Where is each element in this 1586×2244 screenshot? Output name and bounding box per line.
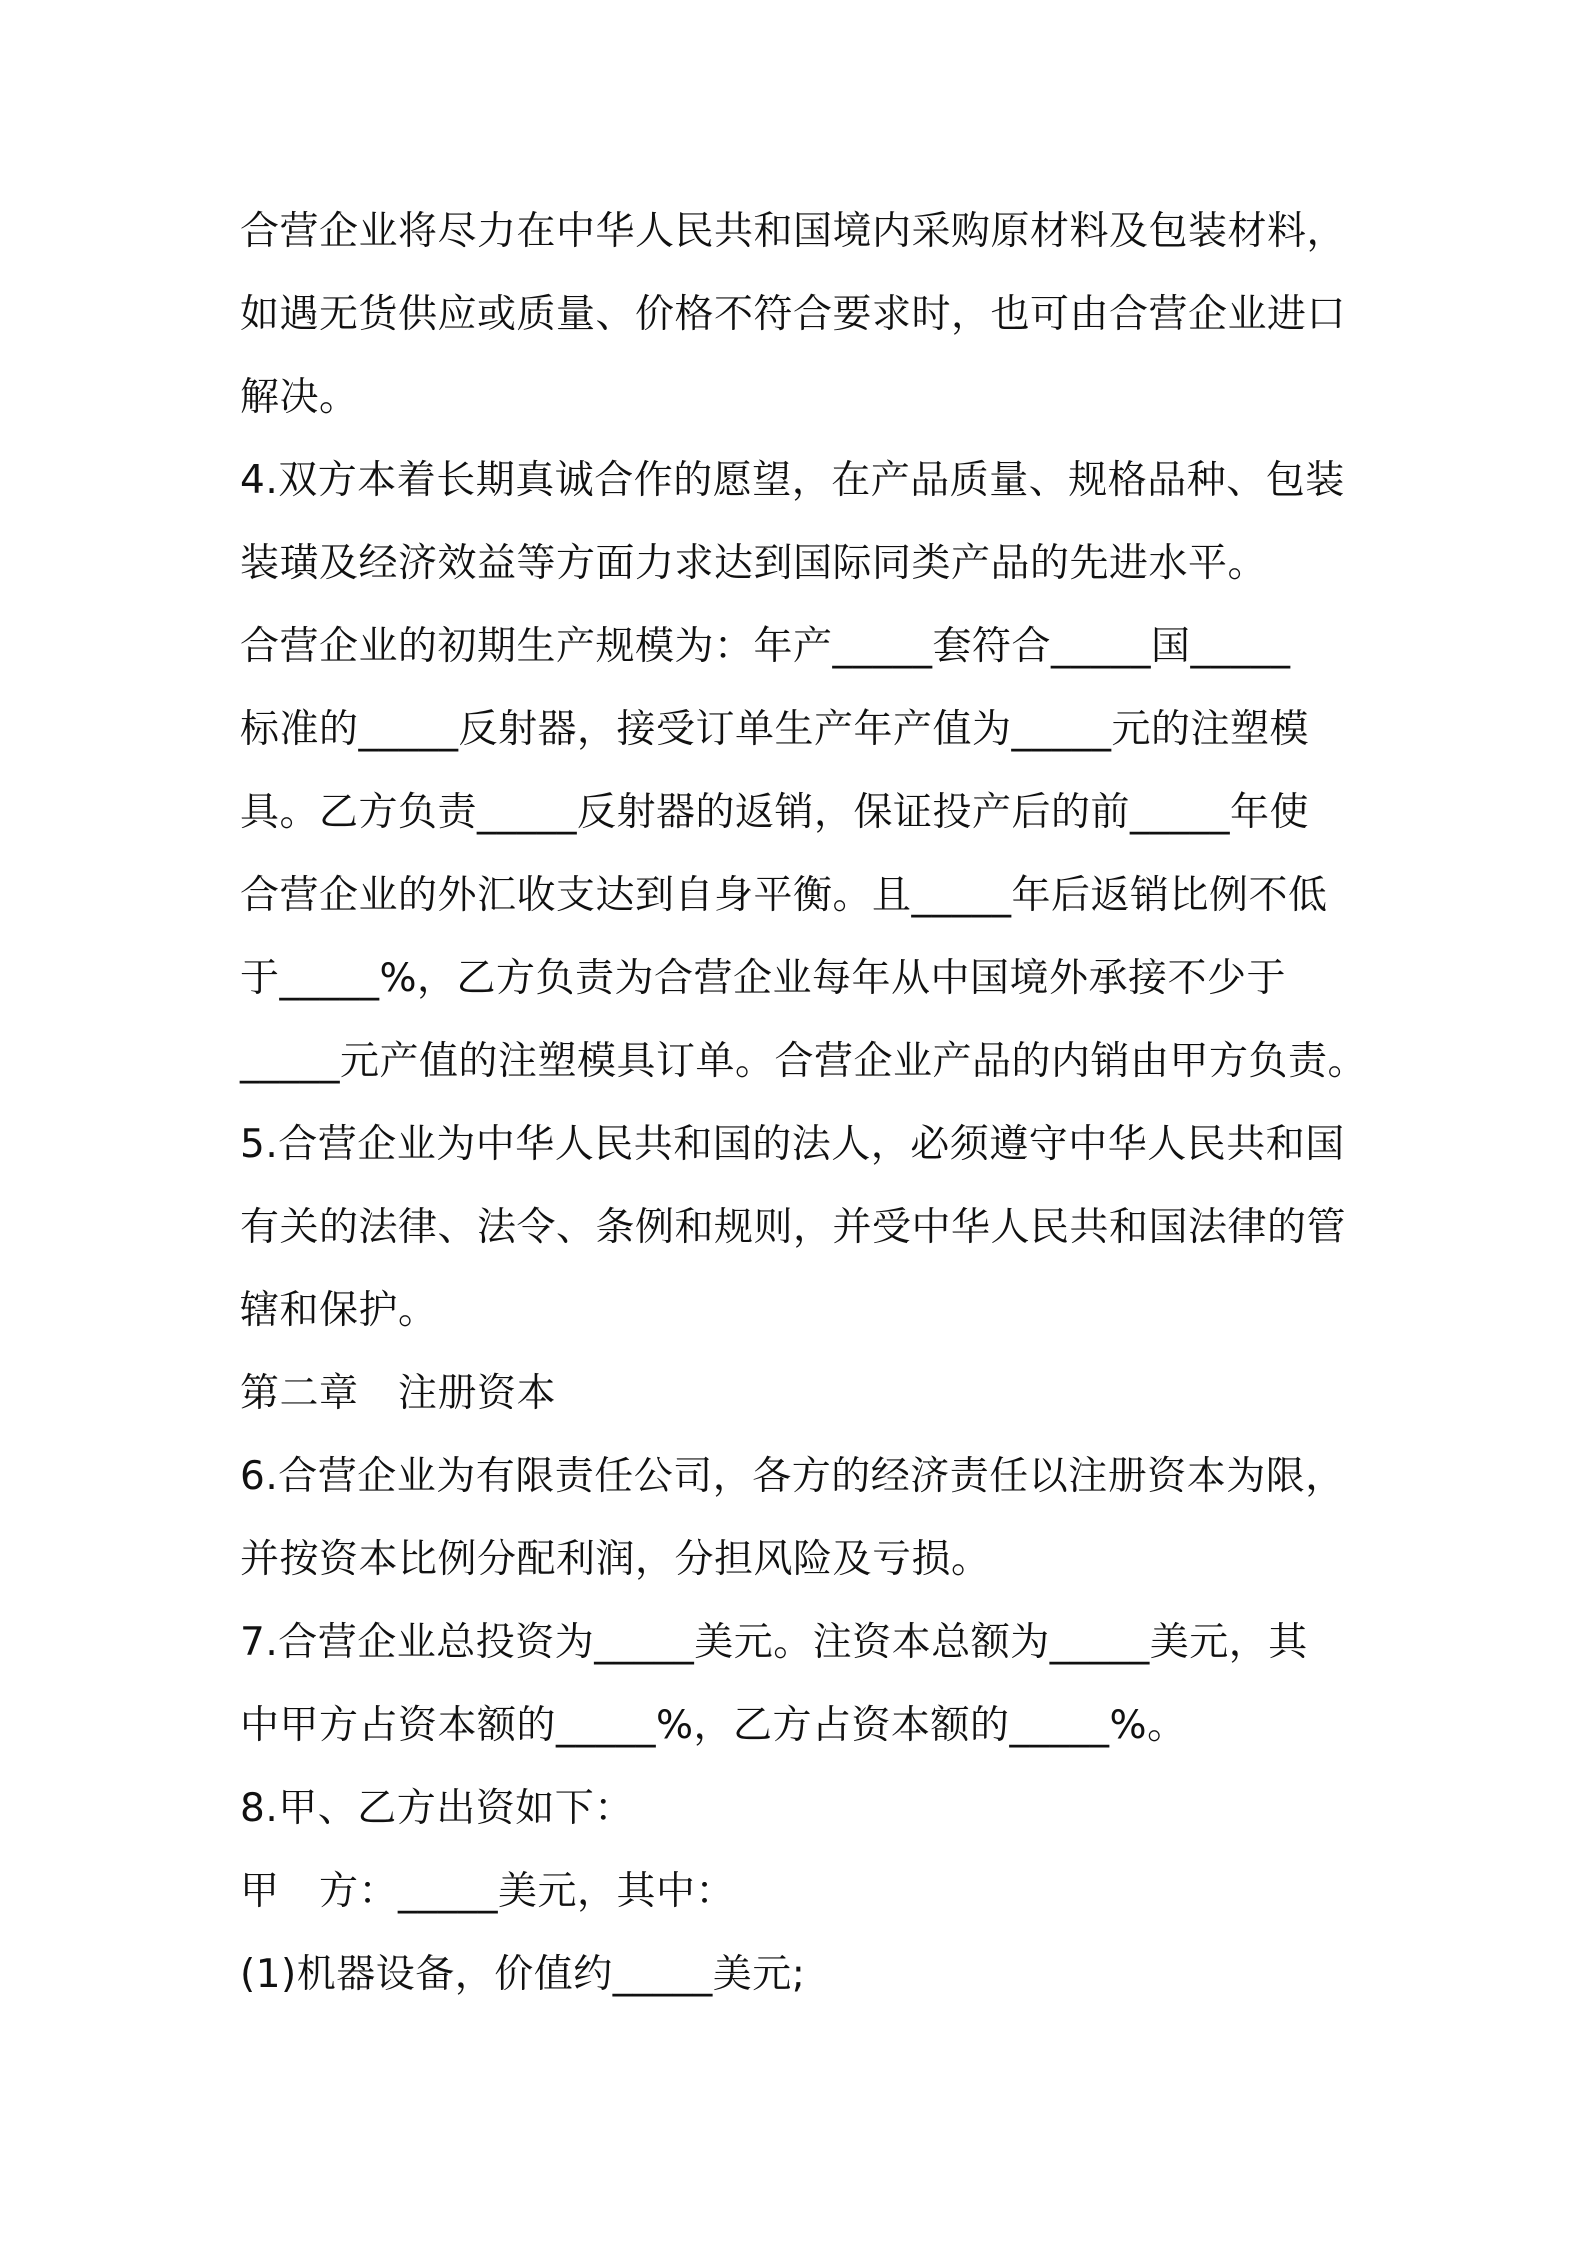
paragraph-line: 并按资本比例分配利润，分担风险及亏损。: [240, 1537, 991, 1582]
paragraph-line: 于_____%，乙方负责为合营企业每年从中国境外承接不少于: [240, 956, 1287, 1001]
clause-7-line: 7.合营企业总投资为_____美元。注资本总额为_____美元，其: [240, 1620, 1308, 1665]
paragraph-line: 装璜及经济效益等方面力求达到国际同类产品的先进水平。: [240, 541, 1268, 586]
paragraph-line: 合营企业的外汇收支达到自身平衡。且_____年后返销比例不低: [240, 873, 1328, 918]
paragraph-line: 辖和保护。: [240, 1288, 438, 1333]
clause-5-line: 5.合营企业为中华人民共和国的法人，必须遵守中华人民共和国: [240, 1122, 1345, 1167]
paragraph-line: 中甲方占资本额的_____%，乙方占资本额的_____%。: [240, 1703, 1187, 1748]
paragraph-line: 解决。: [240, 375, 359, 420]
paragraph-line: 具。乙方负责_____反射器的返销，保证投产后的前_____年使: [240, 790, 1310, 835]
paragraph-line: 合营企业将尽力在中华人民共和国境内采购原材料及包装材料，: [240, 209, 1347, 254]
paragraph-line: 标准的_____反射器，接受订单生产年产值为_____元的注塑模: [240, 707, 1310, 752]
chapter-heading: 第二章 注册资本: [240, 1371, 557, 1416]
clause-8-line: 8.甲、乙方出资如下：: [240, 1786, 634, 1831]
party-a-contribution-line: 甲 方：_____美元，其中：: [240, 1869, 736, 1914]
paragraph-line: 有关的法律、法令、条例和规则，并受中华人民共和国法律的管: [240, 1205, 1347, 1250]
paragraph-line: _____元产值的注塑模具订单。合营企业产品的内销由甲方负责。: [240, 1039, 1368, 1084]
clause-4-line: 4.双方本着长期真诚合作的愿望，在产品质量、规格品种、包装: [240, 458, 1345, 503]
document-body: [240, 190, 1390, 2016]
paragraph-line: 如遇无货供应或质量、价格不符合要求时，也可由合营企业进口: [240, 292, 1347, 337]
paragraph-line: 合营企业的初期生产规模为：年产_____套符合_____国_____: [240, 624, 1291, 669]
equipment-item-line: (1)机器设备，价值约_____美元;: [240, 1952, 806, 1997]
clause-6-line: 6.合营企业为有限责任公司，各方的经济责任以注册资本为限，: [240, 1454, 1345, 1499]
